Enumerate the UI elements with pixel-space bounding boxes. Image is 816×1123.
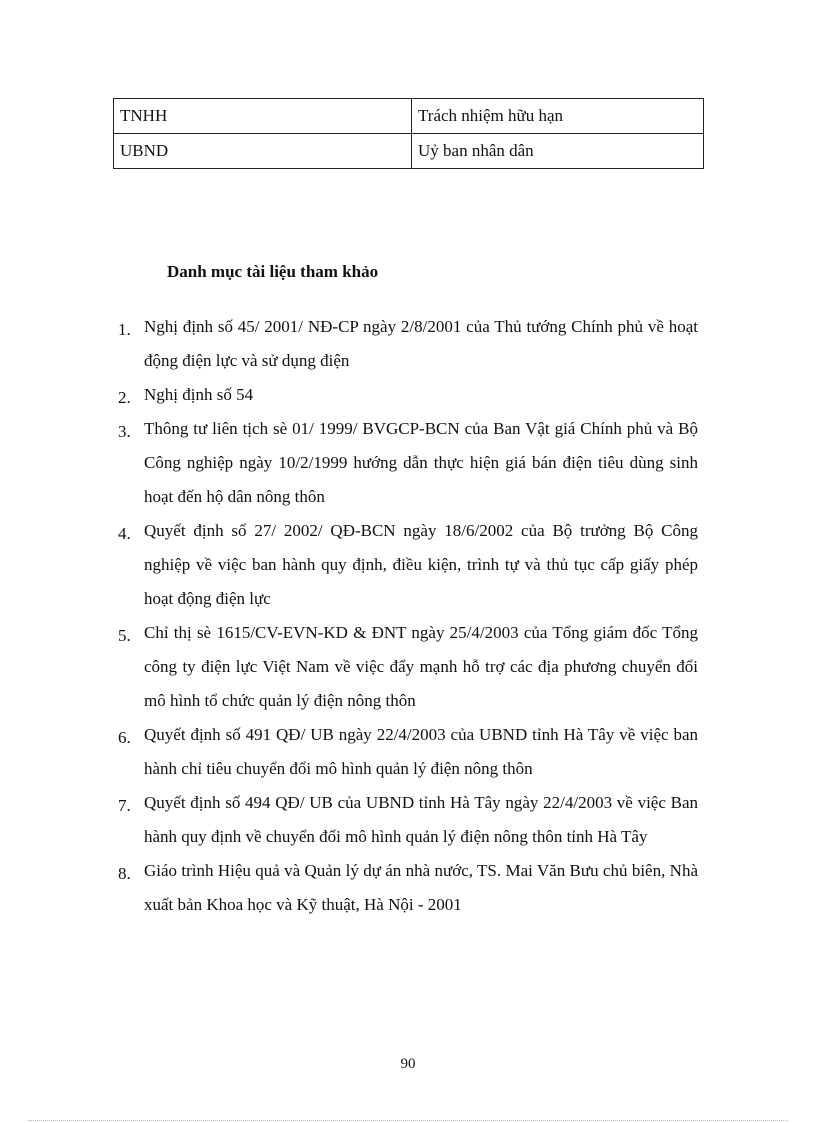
abbreviation-meaning: Uỷ ban nhân dân xyxy=(412,134,704,169)
page-bottom-divider xyxy=(28,1120,788,1121)
item-text: Quyết định số 491 QĐ/ UB ngày 22/4/2003 của UBND tỉnh Hà Tây về việc ban hành chỉ tiêu chuyển đổi mô hình quản lý điện nông thôn xyxy=(144,725,698,778)
references-heading: Danh mục tài liệu tham khảo xyxy=(167,262,379,281)
item-text: Quyết định số 494 QĐ/ UB của UBND tỉnh Hà Tây ngày 22/4/2003 về việc Ban hành quy định về chuyển đổi mô hình quản lý điện nông thôn tỉnh Hà Tây xyxy=(144,793,698,846)
item-text: Thông tư liên tịch sè 01/ 1999/ BVGCP-BCN của Ban Vật giá Chính phủ và Bộ Công nghiệp ngày 10/2/1999 hướng dẫn thực hiện giá bán điện tiêu dùng sinh hoạt đến hộ dân nông thôn xyxy=(144,419,698,506)
list-item xyxy=(118,718,698,786)
abbreviation-code: UBND xyxy=(114,134,412,169)
item-number: 8. xyxy=(118,864,131,883)
item-number: 1. xyxy=(118,320,131,339)
item-text: Nghị định số 45/ 2001/ NĐ-CP ngày 2/8/2001 của Thủ tướng Chính phủ về hoạt động điện lực và sử dụng điện xyxy=(144,317,698,370)
item-text: Quyết định số 27/ 2002/ QĐ-BCN ngày 18/6/2002 của Bộ trưởng Bộ Công nghiệp về việc ban hành quy định, điều kiện, trình tự và thủ tục cấp giấy phép hoạt động điện lực xyxy=(144,521,698,608)
table-row xyxy=(114,134,704,169)
list-item xyxy=(118,378,698,412)
table-row xyxy=(114,99,704,134)
item-text: Giáo trình Hiệu quả và Quản lý dự án nhà nước, TS. Mai Văn Bưu chủ biên, Nhà xuất bản Khoa học và Kỹ thuật, Hà Nội - 2001 xyxy=(144,861,698,914)
item-text: Chỉ thị sè 1615/CV-EVN-KD & ĐNT ngày 25/4/2003 của Tổng giám đốc Tổng công ty điện lực Việt Nam về việc đẩy mạnh hỗ trợ các địa phương chuyển đổi mô hình tổ chức quản lý điện nông thôn xyxy=(144,623,698,710)
list-item xyxy=(118,616,698,718)
item-text: Nghị định số 54 xyxy=(144,385,254,404)
item-number: 3. xyxy=(118,422,131,441)
page-number: 90 xyxy=(400,1056,416,1072)
abbreviation-table xyxy=(113,98,704,169)
list-item xyxy=(118,514,698,616)
item-number: 6. xyxy=(118,728,131,747)
item-number: 4. xyxy=(118,524,131,543)
references-list xyxy=(118,310,698,922)
list-item xyxy=(118,310,698,378)
abbreviation-meaning: Trách nhiệm hữu hạn xyxy=(412,99,704,134)
list-item xyxy=(118,854,698,922)
list-item xyxy=(118,412,698,514)
item-number: 5. xyxy=(118,626,131,645)
item-number: 7. xyxy=(118,796,131,815)
abbreviation-code: TNHH xyxy=(114,99,412,134)
list-item xyxy=(118,786,698,854)
item-number: 2. xyxy=(118,388,131,407)
